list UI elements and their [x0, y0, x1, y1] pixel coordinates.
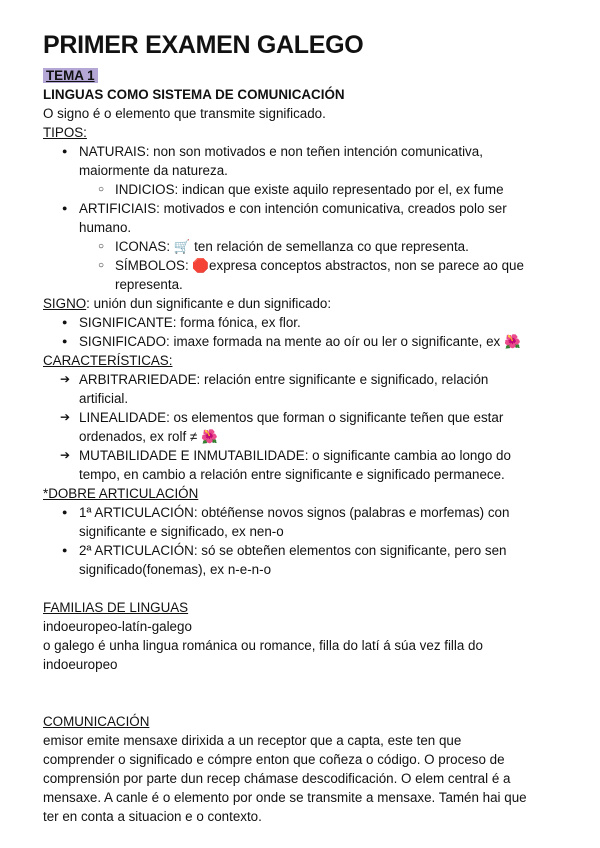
dobre-articulacion-heading: *DOBRE ARTICULACIÓN — [43, 486, 199, 501]
arrow-arbitrariedade-cont: artificial. — [79, 391, 129, 406]
section-heading: LINGUAS COMO SISTEMA DE COMUNICACIÓN — [43, 87, 345, 102]
familias-heading: FAMILIAS DE LINGUAS — [43, 600, 189, 615]
comunicacion-line-3: comprensión por parte dun recep chámase descodificación. O elem central é a — [43, 771, 511, 786]
spacer — [43, 693, 563, 712]
signo-label: SIGNO — [43, 296, 87, 311]
spacer — [43, 579, 563, 598]
arrow-mutabilidade-cont: tempo, en cambio a relación entre significante e significado permanece. — [79, 467, 505, 482]
bullet-naturais-cont: maiormente da natureza. — [79, 163, 228, 178]
sub-bullet-simbolos-cont: representa. — [115, 277, 183, 292]
comunicacion-line-1: emisor emite mensaxe dirixida a un receptor que a capta, este ten que — [43, 733, 462, 748]
arrow-linealidade-cont: ordenados, ex rolf ≠ 🌺 — [79, 429, 218, 444]
familias-line-2: o galego é unha lingua románica ou romance, filla do latí á súa vez filla do — [43, 638, 483, 653]
tema-line — [43, 66, 563, 85]
comunicacion-line-2: comprender o significado e cómpre enton que coñeza o código. O proceso de — [43, 752, 505, 767]
sub-bullet-indicios: ○ INDICIOS: indican que existe aquilo representado por el, ex fume — [43, 180, 563, 199]
bullet-significado: ● SIGNIFICADO: imaxe formada na mente ao oír ou ler o significante, ex 🌺 — [43, 332, 563, 351]
bullet-artificiais: ● ARTIFICIAIS: motivados e con intención comunicativa, creados polo ser — [43, 199, 563, 218]
signo-line — [43, 294, 563, 313]
bullet-primeira-articulacion: ● 1ª ARTICULACIÓN: obtéñense novos signos (palabras e morfemas) con — [43, 503, 563, 522]
bullet-primeira-articulacion-cont: significante e significado, ex nen-o — [79, 524, 284, 539]
arrow-arbitrariedade: ➔ ARBITRARIEDADE: relación entre significante e significado, relación — [43, 370, 563, 389]
comunicacion-line-4: mensaxe. A canle é o elemento por onde se transmite a mensaxe. Tamén hai que — [43, 790, 527, 805]
signo-definition: O signo é o elemento que transmite significado. — [43, 106, 326, 121]
comunicacion-line-5: ter en conta a situacion e o contexto. — [43, 809, 262, 824]
bullet-artificiais-cont: humano. — [79, 220, 132, 235]
bullet-naturais: ● NATURAIS: non son motivados e non teñen intención comunicativa, — [43, 142, 563, 161]
tipos-heading: TIPOS: — [43, 125, 87, 140]
bullet-significante: ● SIGNIFICANTE: forma fónica, ex flor. — [43, 313, 563, 332]
spacer — [43, 674, 563, 693]
arrow-linealidade: ➔ LINEALIDADE: os elementos que forman o significante teñen que estar — [43, 408, 563, 427]
bullet-segunda-articulacion: ● 2ª ARTICULACIÓN: só se obteñen elementos con significante, pero sen — [43, 541, 563, 560]
tema-label: TEMA 1 — [43, 68, 98, 83]
arrow-mutabilidade: ➔ MUTABILIDADE E INMUTABILIDADE: o significante cambia ao longo do — [43, 446, 563, 465]
document-page — [43, 30, 563, 826]
familias-line-1: indoeuropeo-latín-galego — [43, 619, 192, 634]
comunicacion-heading: COMUNICACIÓN — [43, 714, 150, 729]
sub-bullet-simbolos: ○ SÍMBOLOS: 🛑expresa conceptos abstractos, non se parece ao que — [43, 256, 563, 275]
page-title: PRIMER EXAMEN GALEGO — [43, 31, 364, 59]
familias-line-3: indoeuropeo — [43, 657, 118, 672]
caracteristicas-heading: CARACTERÍSTICAS: — [43, 353, 173, 368]
signo-text: : unión dun significante e dun significado: — [86, 296, 332, 311]
sub-bullet-iconas: ○ ICONAS: 🛒 ten relación de semellanza co que representa. — [43, 237, 563, 256]
bullet-segunda-articulacion-cont: significado(fonemas), ex n-e-n-o — [79, 562, 272, 577]
